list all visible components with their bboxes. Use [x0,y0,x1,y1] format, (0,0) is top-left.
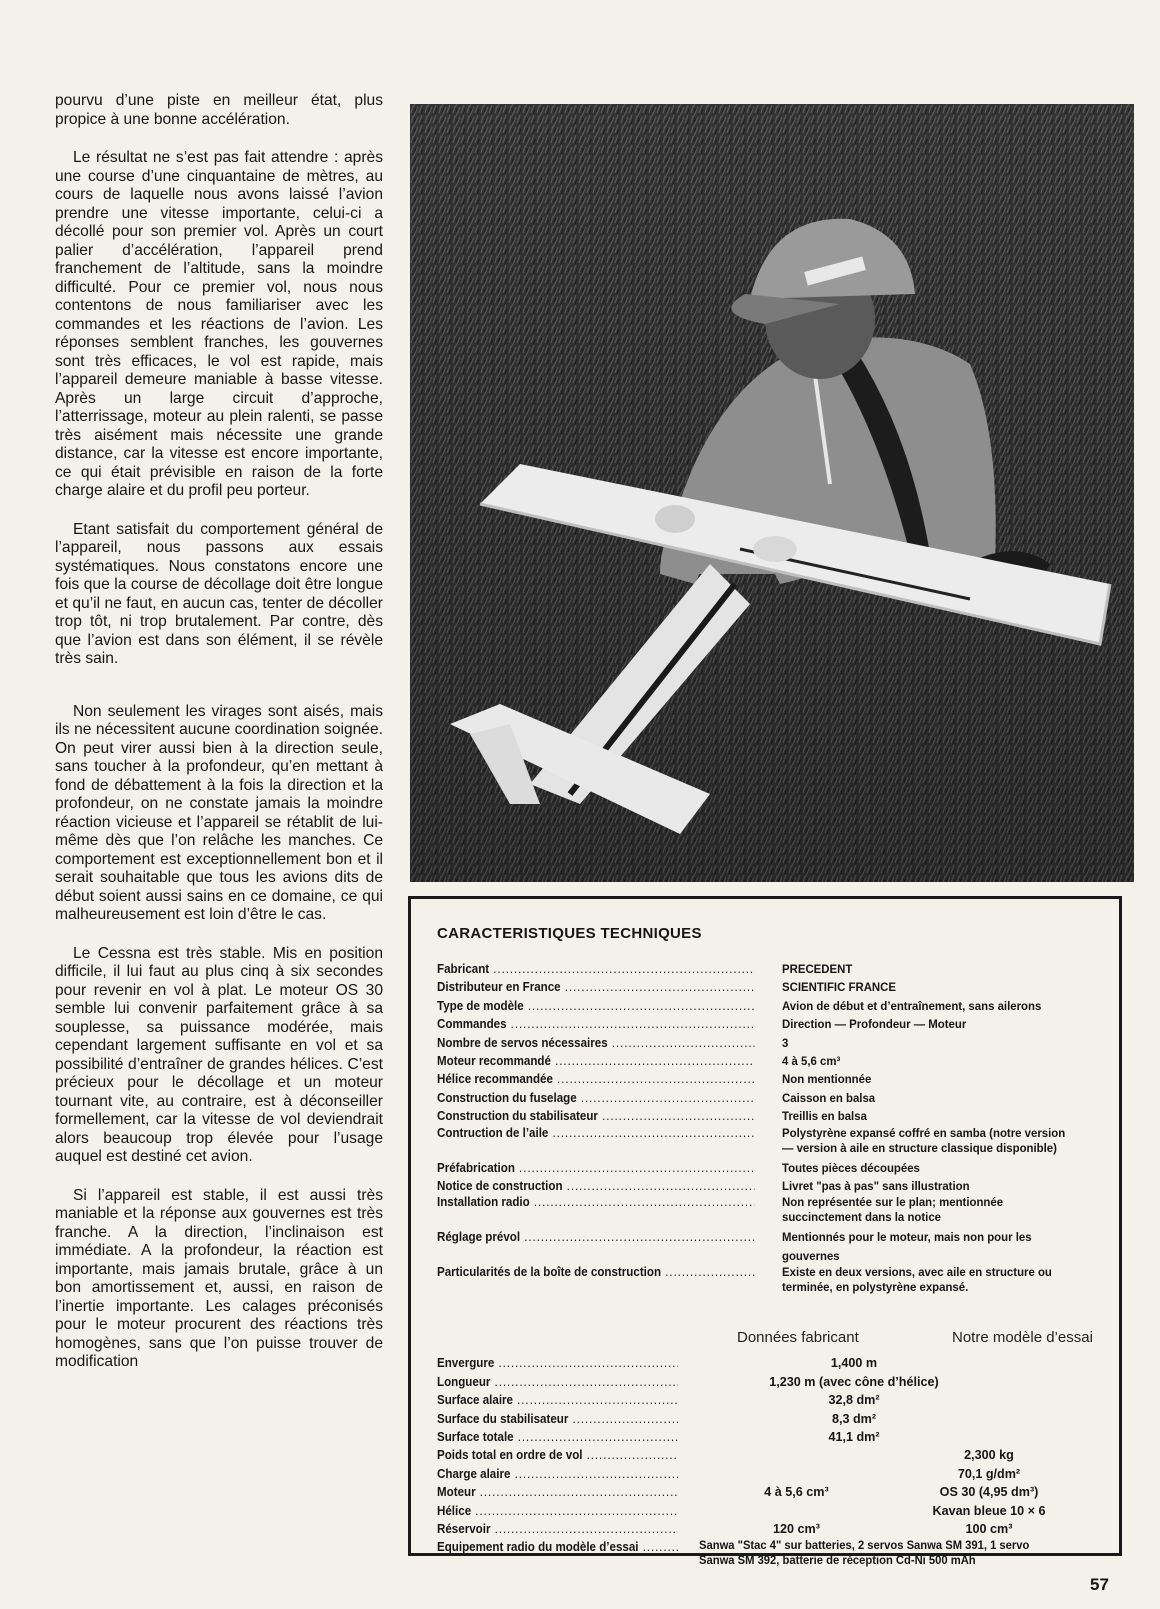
data-test-value: 2,300 kg [964,1448,1014,1463]
spec-row [437,978,1097,996]
data-label: Envergure ..... [437,1354,678,1372]
data-shared-value: 32,8 dm² [828,1393,880,1408]
spec-value: SCIENTIFIC FRANCE [782,980,897,995]
data-row [437,1373,1097,1391]
data-shared-value: 1,230 m (avec cône d’hélice) [769,1374,939,1389]
spec-row [437,960,1097,978]
data-shared-value: 8,3 dm² [831,1411,877,1426]
spec-value: Livret "pas à pas" sans illustration [782,1179,970,1194]
spec-row [437,1034,1097,1052]
spec-value: Toutes pièces découpées [782,1160,920,1175]
spec-value: 4 à 5,6 cm³ [782,1054,841,1069]
spec-row [437,1052,1097,1070]
spec-row [437,1089,1097,1107]
spec-row [437,1126,1097,1156]
maker-column-header: Données fabricant [737,1329,859,1347]
specs-title: CARACTERISTIQUES TECHNIQUES [437,925,702,942]
spec-row [437,1159,1097,1177]
spec-row [437,1195,1097,1225]
data-test-value: 70,1 g/dm² [957,1466,1021,1481]
data-row [437,1502,1097,1520]
data-label: Longueur ..... [437,1373,678,1391]
data-label: Surface alaire ..... [437,1391,678,1409]
data-row [437,1520,1097,1538]
spec-value: Non mentionnée [782,1072,872,1087]
spec-value: Mentionnés pour le moteur, mais non pour les gouvernes [782,1230,1032,1263]
data-row [437,1428,1097,1446]
spec-row [437,1107,1097,1125]
article-text-column [55,92,383,1392]
spec-value: Avion de début et d’entraînement, sans ailerons [782,998,1042,1013]
spec-label: Moteur recommandé ..... [437,1052,754,1070]
data-radio-equipment: Sanwa "Stac 4" sur batteries, 2 servos Sanwa SM 391, 1 servo Sanwa SM 392, batterie de réception Cd-Ni 500 mAh [699,1538,1030,1568]
spec-value: Polystyrène expansé coffré en samba (notre version — version à aile en structure classique disponible) [782,1125,1066,1155]
spec-label: Contruction de l’aile ..... [437,1126,754,1156]
article-paragraph: Le Cessna est très stable. Mis en position difficile, il lui faut au plus cinq à six secondes pour revenir en vol à plat. Le moteur OS 30 semble lui convenir parfaitement grâce à sa souplesse, sa puissance modérée, mais cependant largement suffisante en vol et sa possibilité d’entraîner de grandes hélices. C’est précieux pour le décollage et un moteur tournant vite, au contraire, est à déconseiller formellement, car la vitesse de vol deviendrait alors beaucoup trop élevée pour l’usage auquel est destiné cet avion. [55,944,383,1165]
data-label: Réservoir ..... [437,1520,678,1538]
article-paragraph: Etant satisfait du comportement général de l’appareil, nous passons aux essais systématiques. Nous constatons encore une fois que la course de décollage doit être longue et qu’il ne faut, en aucun cas, tenter de décoller trop tôt, ni trop brutalement. Par contre, dès que l’avion est dans son élément, il se révèle très sain. [55,520,383,667]
spec-value: PRECEDENT [782,962,853,976]
spec-label: Distributeur en France ..... [437,978,754,996]
spec-row [437,1177,1097,1195]
spec-label: Installation radio ..... [437,1195,754,1225]
data-row [437,1354,1097,1372]
article-paragraph: Si l’appareil est stable, il est aussi très maniable et la réponse aux gouvernes est très franche. A la direction, l’inclinaison est immédiate. A la profondeur, la réaction est importante, mais jamais brutale, grâce à un bon amortissement et, aussi, en raison de l’inertie importante. Les calages préconisés pour le moteur procurent des réactions très homogènes, sans que l’on puisse trouver de modification [55,1186,383,1370]
article-paragraph: Non seulement les virages sont aisés, mais ils ne nécessitent aucune coordination soignée. On peut virer aussi bien à la direction seule, sans toucher à la profondeur, qu’en mettant à fond de débattement à la fois la direction et la profondeur, on ne constate jamais la moindre réaction vicieuse et l’appareil se rétablit de lui-même dès que l’on relâche les manches. Ce comportement est exceptionnellement bon et il serait souhaitable que tous les avions dits de début soient aussi sains en ce domaine, ce qui malheureusement est loin d’être le cas. [55,702,383,923]
data-label: Charge alaire ..... [437,1465,678,1483]
spec-row [437,1015,1097,1033]
data-label: Equipement radio du modèle d’essai ..... [437,1538,678,1568]
data-test-value: 100 cm³ [965,1521,1013,1536]
spec-row [437,1265,1097,1295]
data-row [437,1538,1097,1568]
data-label: Poids total en ordre de vol ..... [437,1446,678,1464]
spec-value: Caisson en balsa [782,1090,876,1105]
spec-label: Construction du fuselage ..... [437,1089,754,1107]
spec-label: Préfabrication ..... [437,1159,754,1177]
data-label: Moteur ..... [437,1483,678,1501]
data-maker-value: 4 à 5,6 cm³ [764,1485,829,1500]
spec-label: Hélice recommandée ..... [437,1070,754,1088]
spec-value: Treillis en balsa [782,1109,867,1124]
page-number: 57 [1090,1575,1109,1594]
spec-row [437,1070,1097,1088]
spec-label: Particularités de la boîte de construction ..... [437,1265,754,1295]
spec-value: Direction — Profondeur — Moteur [782,1017,967,1032]
data-row [437,1465,1097,1483]
data-shared-value: 1,400 m [830,1356,878,1371]
spec-label: Nombre de servos nécessaires ..... [437,1034,754,1052]
spec-value: Existe en deux versions, avec aile en structure ou terminée, en polystyrène expansé. [782,1265,1052,1295]
spec-label: Notice de construction ..... [437,1177,754,1195]
test-model-column-header: Notre modèle d’essai [952,1329,1093,1347]
spec-label: Type de modèle ..... [437,997,754,1015]
spec-label: Réglage prévol ..... [437,1228,754,1265]
article-photo [410,104,1134,882]
spec-label: Construction du stabilisateur ..... [437,1107,754,1125]
spec-value: Non représentée sur le plan; mentionnée succinctement dans la notice [782,1195,1004,1225]
data-shared-value: 41,1 dm² [828,1429,880,1444]
data-label: Surface du stabilisateur ..... [437,1410,678,1428]
article-paragraph: pourvu d’une piste en meilleur état, plus propice à une bonne accélération. [55,92,383,128]
spec-row [437,997,1097,1015]
tech-specs-box [408,896,1122,1568]
data-label: Hélice ..... [437,1502,678,1520]
spec-value: 3 [782,1035,789,1050]
data-test-value: OS 30 (4,95 dm³) [939,1485,1039,1500]
data-maker-value: 120 cm³ [773,1521,820,1536]
data-label: Surface totale ..... [437,1428,678,1446]
data-row [437,1410,1097,1428]
spec-label: Commandes ..... [437,1015,754,1033]
spec-row [437,1228,1097,1265]
article-paragraph: Le résultat ne s’est pas fait attendre : après une course d’une cinquantaine de mètres, au cours de laquelle nous avons laissé l’avion prendre une vitesse importante, celui-ci a décollé pour son premier vol. Après un court palier d’accélération, l’appareil prend franchement de l’altitude, sans la moindre difficulté. Pour ce premier vol, nous nous contentons de nous familiariser avec les commandes et les réactions de l’avion. Les réponses semblent franches, les gouvernes sont très efficaces, le vol est rapide, mais l’appareil demeure maniable à basse vitesse. Après un large circuit d’approche, l’atterrissage, moteur au plein ralenti, se passe très aisément mais nécessite une grande distance, car la vitesse est encore importante, ce qui était prévisible en raison de la forte charge alaire et du profil peu porteur. [55,149,383,499]
data-column-headers [437,1329,1097,1346]
data-row [437,1391,1097,1409]
data-test-value: Kavan bleue 10 × 6 [932,1503,1046,1518]
spec-label: Fabricant ..... [437,960,754,978]
data-row [437,1483,1097,1501]
data-row [437,1446,1097,1464]
